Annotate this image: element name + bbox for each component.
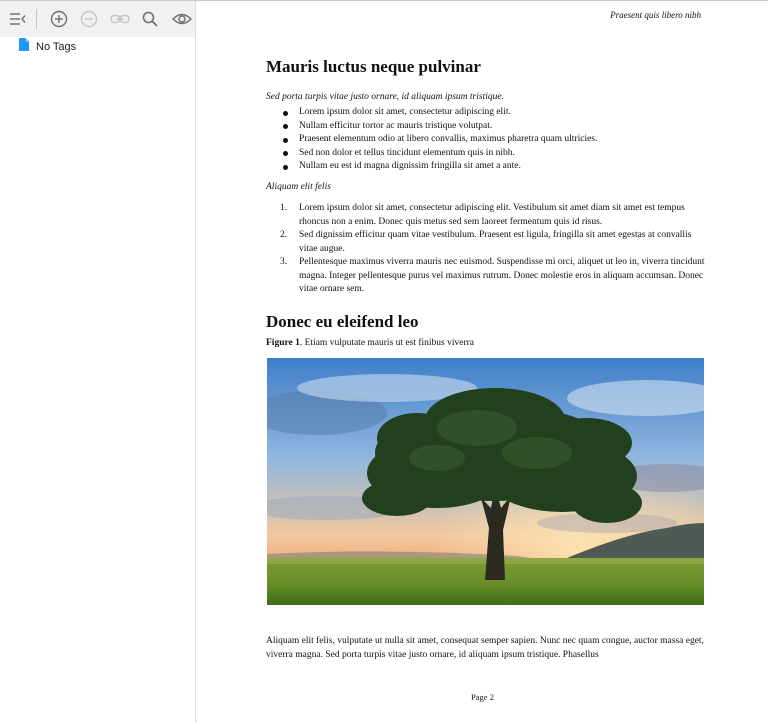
list-caption: Sed porta turpis vitae justo ornare, id aliquam ipsum tristique. (266, 92, 504, 102)
bullet-list (266, 106, 706, 174)
document-page (197, 1, 768, 723)
body-paragraph: Aliquam elit felis, vulputate ut nulla sit amet, consequat semper sapien. Nunc nec quam congue, auctor massa eget, viverra magna. Sed porta turpis vitae justo ornare, id aliquam ipsum tristique. Phasellus (266, 636, 704, 660)
sidebar (0, 1, 196, 723)
collapse-sidebar-icon (9, 12, 27, 26)
remove-icon (80, 10, 98, 28)
list-item (266, 202, 706, 229)
list-caption: Aliquam elit felis (266, 182, 331, 192)
eye-icon (172, 12, 192, 26)
running-header: Praesent quis libero nibh (610, 10, 701, 20)
sidebar-item-no-tags[interactable] (19, 39, 76, 55)
figure-caption-text: . Etiam vulputate mauris ut est finibus viverra (299, 338, 475, 348)
add-button[interactable] (47, 7, 71, 31)
figure-caption (266, 338, 474, 348)
list-item: Praesent elementum odio at libero convallis, maximus pharetra quam ultricies. (266, 133, 706, 147)
figure-label: Figure 1 (266, 338, 300, 348)
section-heading: Donec eu eleifend leo (266, 312, 419, 331)
list-item: Nullam efficitur tortor ac mauris tristique volutpat. (266, 120, 706, 134)
list-item-text: Sed dignissim efficitur quam vitae vestibulum. Praesent est ligula, fringilla sit amet egestas at convallis vitae augue. (299, 230, 692, 254)
section-heading: Mauris luctus neque pulvinar (266, 57, 481, 76)
search-icon (142, 11, 158, 27)
list-number: 3. (280, 257, 288, 267)
sidebar-item-label: No Tags (36, 41, 77, 53)
list-item: Sed non dolor et tellus tincidunt elementum quis in nibh. (266, 147, 706, 161)
page-number: Page 2 (471, 692, 494, 702)
link-button[interactable] (108, 7, 132, 31)
figure-image (267, 358, 704, 605)
remove-button[interactable] (77, 7, 101, 31)
list-number: 1. (280, 203, 288, 213)
preview-button[interactable] (170, 7, 194, 31)
list-item-text: Lorem ipsum dolor sit amet, consectetur adipiscing elit. Vestibulum sit amet diam sit amet est tempus rhoncus non a enim. Donec quis metus sed sem laoreet fermentum quis id risus. (299, 203, 685, 227)
numbered-list (266, 202, 706, 297)
list-item (266, 229, 706, 256)
list-item-text: Pellentesque maximus viverra mauris nec euismod. Suspendisse mi orci, aliquet ut leo in, viverra tincidunt magna. Integer pellentesque purus vel maximus rutrum. Donec molestie eros in aliquam accumsan. Donec vitae ornare sem. (299, 257, 705, 294)
link-icon (110, 12, 130, 26)
search-button[interactable] (138, 7, 162, 31)
add-icon (50, 10, 68, 28)
file-icon (19, 38, 29, 56)
sidebar-toolbar (0, 1, 195, 37)
list-item: Lorem ipsum dolor sit amet, consectetur adipiscing elit. (266, 106, 706, 120)
list-number: 2. (280, 230, 288, 240)
toolbar-separator (36, 9, 37, 29)
list-item (266, 256, 706, 297)
collapse-sidebar-button[interactable] (6, 7, 30, 31)
list-item: Nullam eu est id magna dignissim fringilla sit amet a ante. (266, 160, 706, 174)
